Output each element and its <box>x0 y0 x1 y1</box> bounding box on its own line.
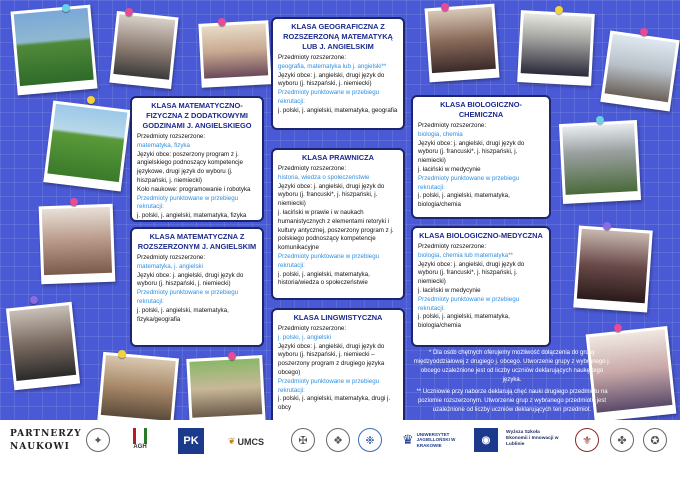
extended-subjects: geografia, matematyka lub j. angielski** <box>278 62 387 70</box>
seal-icon: ⚜ <box>575 428 599 452</box>
pin-icon <box>87 96 95 104</box>
photo-classroom-group <box>198 20 271 88</box>
extended-subjects-label: Przedmioty rozszerzone: <box>418 242 487 250</box>
points-label: Przedmioty punktowane w przebiegu rekrutacji: <box>278 252 380 269</box>
languages: Języki obce: j. angielski, drugi język do wyboru (j. francuski*, j. hiszpański, j. niemiecki) <box>278 182 385 208</box>
pin-icon <box>228 352 236 360</box>
partners-label: PARTNERZY NAUKOWI <box>10 429 82 452</box>
photo-students <box>109 11 178 89</box>
extended-subjects: historia, wiedza o społeczeństwie <box>278 173 370 181</box>
pin-icon <box>555 6 563 14</box>
seal-icon: ❉ <box>358 428 382 452</box>
logo-seal-6 <box>610 428 634 452</box>
photo-sports-team <box>10 5 97 96</box>
umcs-crest-icon: ❦ <box>228 436 236 446</box>
photo-garden <box>186 355 265 427</box>
seal-icon: ✠ <box>291 428 315 452</box>
languages: Języki obce: j. angielski, drugi język do wyboru (j. hiszpański, j. niemiecki) <box>137 271 244 288</box>
photo-board-game <box>425 4 500 83</box>
footnotes <box>412 349 612 418</box>
uj-text: UNIWERSYTET JAGIELLOŃSKI W KRAKOWIE <box>416 432 456 448</box>
card-klasa-prawnicza <box>271 148 405 300</box>
points-label: Przedmioty punktowane w przebiegu rekrutacji: <box>418 174 520 191</box>
extended-subjects-label: Przedmioty rozszerzone: <box>278 324 347 332</box>
logo-pk <box>178 428 204 454</box>
card-title: KLASA BIOLOGICZNO-CHEMICZNA <box>440 100 522 119</box>
extended-subjects-label: Przedmioty rozszerzone: <box>418 121 487 129</box>
card-klasa-biologiczno-medyczna <box>411 226 551 347</box>
points-label: Przedmioty punktowane w przebiegu rekrutacji: <box>137 194 239 211</box>
pin-icon <box>603 222 611 230</box>
card-title: KLASA PRAWNICZA <box>302 153 374 162</box>
logo-seal-3 <box>326 428 350 452</box>
agh-mark-icon <box>133 428 147 444</box>
pin-icon <box>596 116 604 124</box>
agh-text: AGH <box>133 444 147 450</box>
logo-wseil <box>506 430 562 448</box>
card-title: KLASA GEOGRAFICZNA Z ROZSZERZONĄ MATEMATYKĄ LUB J. ANGIELSKIM <box>283 22 393 51</box>
card-klasa-lingwistyczna <box>271 308 405 430</box>
languages: Języki obce: j. angielski, drugi język do wyboru (j. francuski*, j. hiszpański, j. niemiecki) <box>418 139 525 165</box>
logo-blue-mark <box>474 428 498 452</box>
logo-seal-4 <box>358 428 382 452</box>
points-subjects: j. polski, j. angielski, matematyka, biologia/chemia <box>418 192 510 209</box>
logo-seal-5 <box>575 428 599 452</box>
extended-subjects-label: Przedmioty rozszerzone: <box>278 164 347 172</box>
wseil-text: Wyższa Szkoła Ekonomii i Innowacji w Lublinie <box>506 430 559 447</box>
points-label: Przedmioty punktowane w przebiegu rekrutacji: <box>137 289 239 305</box>
languages: Języki obce: poszerzony program z j. angielskiego podnoszący kompetencje językowe, drugi język do wyboru (j. hiszpański, j. niemiecki) <box>137 150 243 184</box>
points-label: Przedmioty punktowane w przebiegu rekrutacji: <box>418 295 520 312</box>
uj-crest-icon: ♛ <box>402 432 414 448</box>
pin-icon <box>62 4 70 12</box>
photo-debate <box>573 226 653 313</box>
points-subjects: j. polski, j. angielski, matematyka, fizyka <box>137 212 247 220</box>
footnote-one: * Dla osób chętnych oferujemy możliwość dołączenia do grupy międzyoddziałowej z drugiego j. obcego. Utworzenie grupy z wybranego j. obcego uzależnione jest od liczby uczniów deklarujących naukę tego języka. <box>413 350 611 383</box>
seal-icon: ❖ <box>326 428 350 452</box>
points-subjects: j. polski, j. angielski, matematyka, geografia <box>278 106 398 114</box>
languages: Języki obce: j. angielski, drugi język do wyboru (j. hiszpański, j. niemiecki) <box>278 71 385 88</box>
photo-lecture <box>6 302 80 390</box>
extended-subjects: matematyka, j. angielski <box>137 262 204 270</box>
pin-icon <box>441 3 449 11</box>
umcs-text: UMCS <box>237 436 265 447</box>
seal-icon: ✦ <box>86 428 110 452</box>
extended-subjects-label: Przedmioty rozszerzone: <box>278 53 347 61</box>
card-klasa-matematyczna <box>130 227 264 347</box>
extra-info: j. łaciński w medycynie <box>418 286 481 294</box>
footnote-two: ** Uczniowie przy naborze deklarują chęć nauki drugiego przedmiotu na poziomie rozszerzonym. Utworzenie grup z wybranego przedmiotu jest uzależnione od liczby uczniów deklarujących ten przedmiot. <box>416 389 608 413</box>
extended-subjects-label: Przedmioty rozszerzone: <box>137 132 206 140</box>
card-title: KLASA LINGWISTYCZNA <box>293 313 383 322</box>
photo-soccer-field <box>43 101 130 192</box>
points-subjects: j. polski, j. angielski, matematyka, biologia/chemia <box>418 313 510 330</box>
brand-mark-icon: ◉ <box>474 428 498 452</box>
languages: Języki obce: j. angielski, drugi język do wyboru (j. francuski*, j. hiszpański, j. niemiecki) <box>418 260 525 286</box>
logo-agh <box>133 428 147 450</box>
extra-info: j. łaciński w medycynie <box>418 165 481 173</box>
extended-subjects: j. polski, j. angielski <box>278 333 331 341</box>
languages: Języki obce: j. angielski, drugi język do wyboru (j. hiszpański, j. niemiecki – poszerzony program z drugiego języka obcego) <box>278 342 385 376</box>
photo-monument <box>600 30 679 111</box>
partners-footer <box>0 420 680 481</box>
points-label: Przedmioty punktowane w przebiegu rekrutacji: <box>278 377 380 394</box>
seal-icon: ✤ <box>610 428 634 452</box>
extra-info: Koło naukowe: programowanie i robotyka <box>137 185 251 193</box>
logo-seal-2 <box>291 428 315 452</box>
pin-icon <box>640 28 648 36</box>
logo-seal-7 <box>643 428 667 452</box>
points-subjects: j. polski, j. angielski, matematyka, drugi j. obcy <box>278 395 391 412</box>
card-klasa-matematyczno-fizyczna <box>130 96 264 222</box>
extra-info: j. łaciński w prawie i w naukach humanistycznych z elementami retoryki i kultury antycznej, poszerzony program z j. polskiego podnoszący kompetencje komunikacyjne <box>278 208 394 252</box>
extended-subjects: biologia, chemia <box>418 130 463 138</box>
card-title: KLASA MATEMATYCZNA Z ROZSZERZONYM J. ANGIELSKIM <box>137 232 257 251</box>
pin-icon <box>118 350 126 358</box>
card-klasa-biologiczno-chemiczna <box>411 95 551 219</box>
extended-subjects: biologia, chemia lub matematyka** <box>418 251 513 259</box>
pk-mark-icon: PK <box>178 428 204 454</box>
points-label: Przedmioty punktowane w przebiegu rekrutacji: <box>278 89 380 105</box>
logo-umcs <box>228 436 264 447</box>
pin-icon <box>70 198 78 206</box>
points-subjects: j. polski, j. angielski, matematyka, fizyka/geografia <box>137 306 229 323</box>
photo-class-group <box>517 10 595 86</box>
points-subjects: j. polski, j. angielski, matematyka, historia/wiedza o społeczeństwie <box>278 270 370 287</box>
seal-icon: ✪ <box>643 428 667 452</box>
logo-uj <box>402 432 459 448</box>
card-klasa-geograficzna <box>271 17 405 130</box>
card-title: KLASA BIOLOGICZNO-MEDYCZNA <box>419 231 543 240</box>
photo-courtyard <box>559 120 641 204</box>
extended-subjects: matematyka, fizyka <box>137 141 190 149</box>
pin-icon <box>125 8 133 16</box>
logo-seal-1 <box>86 428 110 452</box>
pin-icon <box>30 296 38 304</box>
photo-lab <box>39 204 116 285</box>
pin-icon <box>218 18 226 26</box>
photo-workshop <box>97 352 179 430</box>
card-title: KLASA MATEMATYCZNO-FIZYCZNA Z DODATKOWYMI GODZINAMI J. ANGIELSKIEGO <box>142 101 252 130</box>
pin-icon <box>614 324 622 332</box>
extended-subjects-label: Przedmioty rozszerzone: <box>137 253 206 261</box>
